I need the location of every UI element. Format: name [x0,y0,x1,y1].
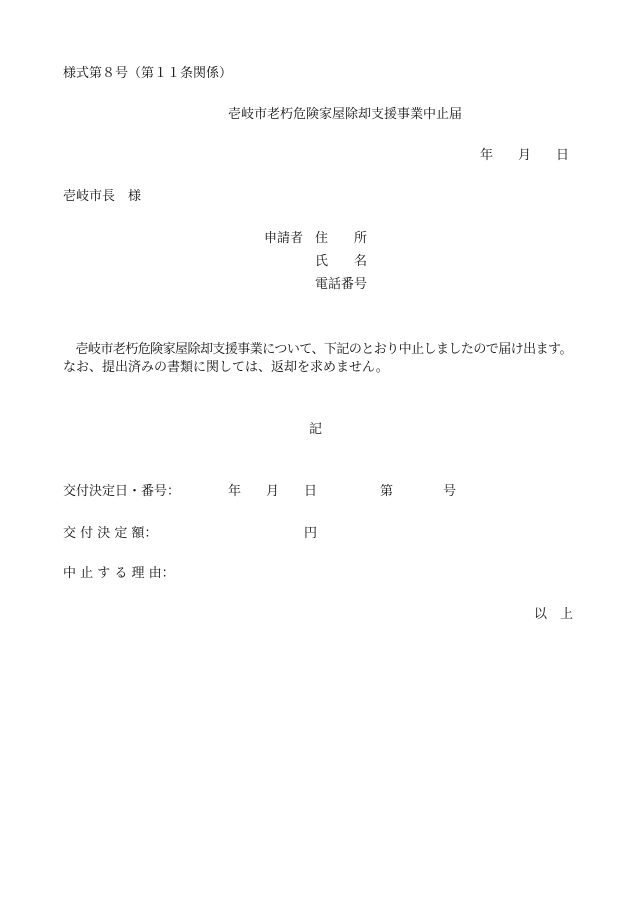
ki-heading: 記 [309,422,323,437]
decision-day-label: 日 [304,484,318,499]
decision-month-label: 月 [266,484,280,499]
applicant-label: 申請者 [264,231,304,246]
addressee: 壱岐市長 様 [63,189,142,204]
address-label: 住 所 [315,231,368,246]
amount-label: 交 付 決 定 額： [63,526,158,541]
closing-mark: 以 上 [534,607,574,622]
decision-date-label: 交付決定日・番号： [63,484,181,499]
amount-unit: 円 [304,526,318,541]
decision-no-suffix: 号 [443,484,457,499]
date-month-label: 月 [518,148,532,163]
body-line-2: なお、提出済みの書類に関しては、返却を求めません。 [63,360,389,375]
decision-year-label: 年 [228,484,242,499]
date-day-label: 日 [556,148,570,163]
name-label: 氏 名 [315,254,368,269]
decision-no-prefix: 第 [380,484,394,499]
body-line-1: 壱岐市老朽危険家屋除却支援事業について、下記のとおり中止しましたので届け出ます。 [63,342,572,357]
date-year-label: 年 [480,148,494,163]
reason-label: 中 止 す る 理 由： [63,566,175,581]
form-number: 様式第８号（第１１条関係） [63,66,233,81]
phone-label: 電話番号 [315,277,368,292]
document-title: 壱岐市老朽危険家屋除却支援事業中止届 [228,107,463,122]
